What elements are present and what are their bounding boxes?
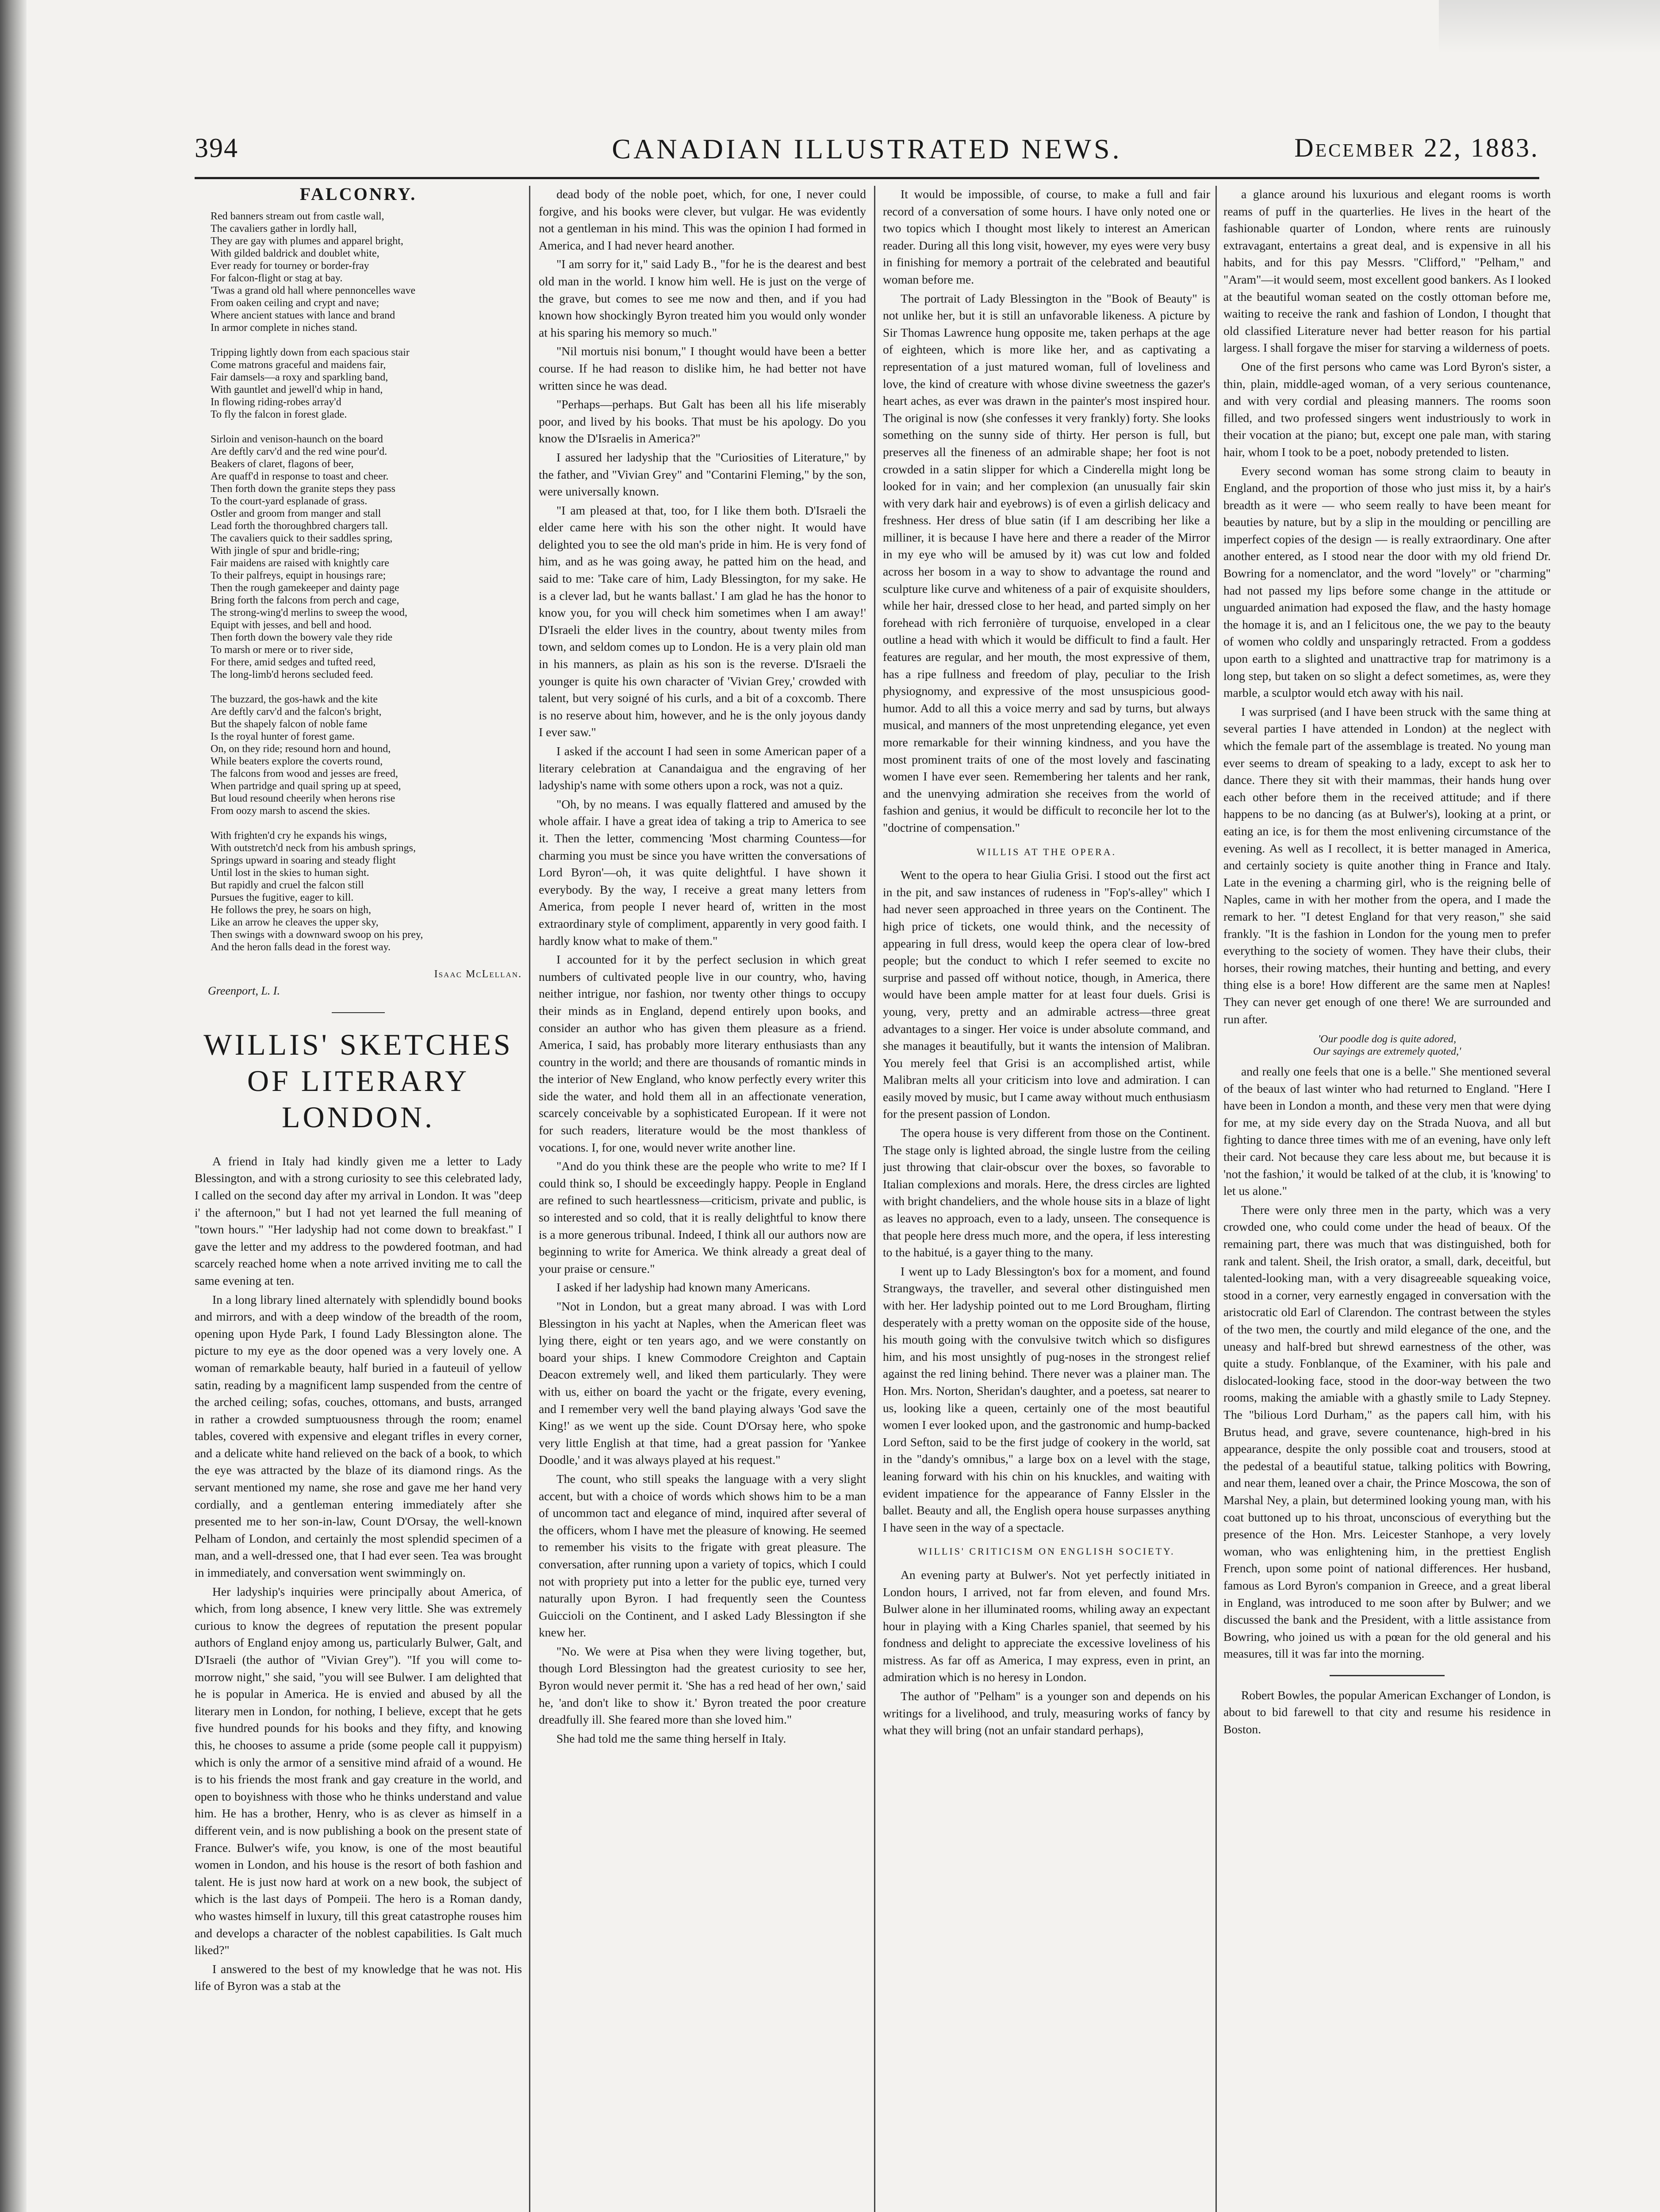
poem-line: Bring forth the falcons from perch and cage, xyxy=(211,594,399,606)
poem-line: From oozy marsh to ascend the skies. xyxy=(211,805,370,817)
paragraph: I was surprised (and I have been struck with the same thing at several parties I have attended in London) at the neglect with which the female part of the assemblage is treated. No young man ever seems to dream of speaking to a lady, except to ask her to dance. There they sit with their mammas, their hands hung over each other before them in the received attitude; and if there happens to be no dancing (as at Bulwer's), looking at a print, or eating an ice, is for them the most enlivening circumstance of the evening. As well as I recollect, it is better managed in America, and certainly society is quite another thing in France and Italy. Late in the evening a charming girl, who is the reigning belle of Naples, came in with her mother from the opera, and I made the remark to her. "I detest England for that very reason," she said frankly. "It is the fashion in London for the young men to prefer everything to the society of women. They have their clubs, their horses, their rowing matches, their hunting and betting, and every thing else is a bore! How different are the same men at Naples! They can never get enough of one there! We are surrounded and run after. xyxy=(1223,704,1551,1026)
paragraph: I accounted for it by the perfect seclusion in which great numbers of cultivated people live in our country, who, having neither intrigue, nor fashion, nor twenty other things to occupy their minds as in England, depend entirely upon books, and consider an author who has given them pleasure as a friend. America, I said, has probably more literary enthusiasts than any country in the world; and there are thousands of romantic minds in the interior of New England, who know perfectly every writer this side the water, and hold them all in an affectionate veneration, scarcely conceivable by a sophisticated European. If it were not for such readers, literature would be the most thankless of vocations. I, for one, would never write another line. xyxy=(539,952,866,1154)
poem-line: Equipt with jesses, and bell and hood. xyxy=(211,619,372,631)
poem-line: Tripping lightly down from each spacious stair xyxy=(211,346,410,358)
poem-line: For falcon-flight or stag at bay. xyxy=(211,272,343,284)
poem-line: Then forth down the bowery vale they ride xyxy=(211,631,393,643)
poem-line: In armor complete in niches stand. xyxy=(211,322,357,334)
poem-stanza xyxy=(211,830,522,953)
poem-line: Fair damsels—a roxy and sparkling band, xyxy=(211,371,388,383)
poem-line: They are gay with plumes and apparel bright, xyxy=(211,235,403,247)
separator xyxy=(1330,1675,1445,1676)
poem-line: Like an arrow he cleaves the upper sky, xyxy=(211,916,379,928)
column-divider xyxy=(874,186,875,2212)
poem-line: The strong-wing'd merlins to sweep the wood, xyxy=(211,607,407,618)
poem-line: To their palfreys, equipt in housings rare; xyxy=(211,569,386,581)
column-3 xyxy=(883,186,1210,2212)
poem-line: The long-limb'd herons secluded feed. xyxy=(211,668,373,680)
paragraph: The count, who still speaks the language with a very slight accent, but with a choice of words which shows him to be a man of uncommon tact and elegance of mind, inquired after several of the officers, whom I have met the pleasure of knowing. He seemed to remember his visits to the frigate with great pleasure. The conversation, after running upon a variety of topics, which I could not with propriety put into a letter for the public eye, turned very naturally upon Byron. I had frequently seen the Countess Guiccioli on the Continent, and I asked Lady Blessington if she knew her. xyxy=(539,1471,866,1640)
poem-stanza xyxy=(211,693,522,817)
paragraph: "Oh, by no means. I was equally flattered and amused by the whole affair. I have a great idea of taking a trip to America to see it. Then the letter, commencing 'Most charming Countess—for charming you must be since you have written the conversations of Lord Byron'—oh, it was quite delightful. I have shown it everybody. By the way, I receive a great many letters from America, from people I never heard of, written in the most extraordinary style of compliment, apparently in very good faith. I hardly know what to make of them." xyxy=(539,797,866,948)
paragraph: The opera house is very different from those on the Continent. The stage only is lighted abroad, the single lustre from the ceiling just throwing that clair-obscur over the boxes, so favorable to Italian complexions and morals. Here, the dress circles are lighted with bright chandeliers, and the whole house sits in a blaze of light as leaves no approach, even to a lady, unseen. The consequence is that people here dress much more, and the opera, if less interesting to the habitué, is a gayer thing to the many. xyxy=(883,1126,1210,1260)
poem-line: The buzzard, the gos-hawk and the kite xyxy=(211,693,378,705)
paragraph: It would be impossible, of course, to make a full and fair record of a conversation of some hours. I have only noted one or two topics which I thought most likely to interest an American reader. During all this long visit, however, my eyes were very busy in finishing for memory a portrait of the celebrated and beautiful woman before me. xyxy=(883,187,1210,286)
poem-line: Sirloin and venison-haunch on the board xyxy=(211,433,383,445)
paragraph: In a long library lined alternately with splendidly bound books and mirrors, and with a deep window of the breadth of the room, opening upon Hyde Park, I found Lady Blessington alone. The picture to my eye as the door opened was a very lovely one. A woman of remarkable beauty, half buried in a fauteuil of yellow satin, reading by a magnificent lamp suspended from the centre of the arched ceiling; sofas, couches, ottomans, and busts, arranged in rather a crowded sumptuousness through the room; enamel tables, covered with expensive and elegant trifles in every corner, and a delicate white hand relieved on the back of a book, to which the eye was attracted by the blaze of its diamond rings. As the servant mentioned my name, she rose and gave me her hand very cordially, and a gentleman entering immediately after she presented me to her son-in-law, Count D'Orsay, the well-known Pelham of London, and certainly the most splendid specimen of a man, and a well-dressed one, that I had ever seen. Tea was brought in immediately, and conversation went swimmingly on. xyxy=(195,1292,522,1580)
poem-line: With gauntlet and jewell'd whip in hand, xyxy=(211,384,383,396)
poem-line: Then swings with a downward swoop on his prey, xyxy=(211,929,423,941)
paragraph: I assured her ladyship that the "Curiosities of Literature," by the father, and "Vivian Grey" and "Contarini Fleming," by the son, were universally known. xyxy=(539,450,866,499)
scan-artifact xyxy=(1439,0,1660,53)
article-title: WILLIS' SKETCHES OF LITERARY LONDON. xyxy=(203,1027,513,1134)
opera-text xyxy=(883,867,1210,1536)
paragraph: Every second woman has some strong claim to beauty in England, and the proportion of those who just miss it, by a hair's breadth as it were — who seem really to have been meant for beauties by nature, but by a slip in the moulding or pencilling are imperfect copies of the design — is really extraordinary. One after another entered, as I stood near the door with my old friend Dr. Bowring for a nomenclator, and the word "lovely" or "charming" had not passed my lips before some change in the attitude or unguarded animation had exposed the flaw, and the hasty homage the homage it is, and an I felicitous one, the we pay to the beauty of women who coldly and unsparingly retracted. From a goddess upon earth to a slighted and unattractive trap for matrimony is a long step, but taken on so slight a defect sometimes, as, were they marble, a sculptor would etch away with his nail. xyxy=(1223,464,1551,700)
poem-line: Pursues the fugitive, eager to kill. xyxy=(211,891,354,903)
poem-line: Then the rough gamekeeper and dainty page xyxy=(211,582,399,594)
article-col4-text-b xyxy=(1223,1063,1551,1663)
paragraph: dead body of the noble poet, which, for one, I never could forgive, and his books were clever, but vulgar. He was evidently not a gentleman in his mind. This was the opinion I had formed in America, and I had never heard another. xyxy=(539,187,866,252)
poem-line: Fair maidens are raised with knightly care xyxy=(211,557,389,569)
poem-line: With gilded baldrick and doublet white, xyxy=(211,247,380,259)
paragraph: a glance around his luxurious and elegant rooms is worth reams of puff in the quarterlies. He lives in the heart of the fashionable quarter of London, where rents are ruinously extravagant, entertains a great deal, and is expensive in all his habits, and for this pay Messrs. "Clifford," "Pelham," and "Aram"—it would seem, most excellent good bankers. As I looked at the beautiful woman seated on the costly ottoman before me, waiting to receive the rank and fashion of London, I thought that old classified Literature never had better reason for his partial largess. I shall forgave the miser for starving a wilderness of poets. xyxy=(1223,187,1551,355)
poem-line: Lead forth the thoroughbred chargers tall. xyxy=(211,520,388,532)
masthead: CANADIAN ILLUSTRATED NEWS. xyxy=(612,133,1122,165)
poem-stanza xyxy=(211,346,522,421)
quote-line: 'Our poodle dog is quite adored, xyxy=(1318,1033,1457,1045)
paragraph: "I am sorry for it," said Lady B., "for he is the dearest and best old man in the world. I know him well. He is just on the verge of the grave, but comes to see me now and then, and if you had known how shockingly Byron treated him you would only wonder at his sparing his memory so much." xyxy=(539,257,866,339)
poem-line: Where ancient statues with lance and brand xyxy=(211,309,395,321)
paragraph: "Nil mortuis nisi bonum," I thought would have been a better course. If he had reason to dislike him, he had better not have written since he was dead. xyxy=(539,344,866,392)
poem-line: With outstretch'd neck from his ambush springs, xyxy=(211,842,416,854)
poem-line: With jingle of spur and bridle-ring; xyxy=(211,545,360,557)
paragraph: I asked if the account I had seen in some American paper of a literary celebration at Canandaigua and the engraving of her ladyship's name with some others upon a rock, was not a quiz. xyxy=(539,744,866,792)
poem-line: Are quaff'd in response to toast and cheer. xyxy=(211,470,389,482)
poem-line: While beaters explore the coverts round, xyxy=(211,755,383,767)
paragraph: Went to the opera to hear Giulia Grisi. I stood out the first act in the pit, and saw instances of rudeness in "Fop's-alley" which I had never seen approached in three years on the Continent. The high price of tickets, one would think, and the necessity of appearing in full dress, would keep the opera clear of low-bred people; but the conduct to which I refer seemed to excite no surprise and passed off without notice, though, in America, there would have been ample matter for at least four duels. Grisi is young, very, pretty and an admirable actress—three great advantages to a singer. Her voice is under absolute command, and she manages it beautifully, but it wants the intension of Malibran. You merely feel that Grisi is an accomplished artist, while Malibran melts all your criticism into love and admiration. I can easily moved by music, but I came away without much enthusiasm for the present passion of London. xyxy=(883,868,1210,1121)
column-4 xyxy=(1223,186,1551,2212)
poem-line: Ever ready for tourney or border-fray xyxy=(211,260,369,272)
article-col4-text xyxy=(1223,186,1551,1028)
poem-line: 'Twas a grand old hall where pennoncelles wave xyxy=(211,284,416,296)
paragraph: "No. We were at Pisa when they were living together, but, though Lord Blessington had the greatest curiosity to see her, Byron would never permit it. 'She has a red head of her own,' said he, 'and don't like to show it.' Byron treated the poor creature dreadfully ill. She feared more than she loved him." xyxy=(539,1644,866,1727)
opera-heading: WILLIS AT THE OPERA. xyxy=(976,846,1117,857)
poem-line: To fly the falcon in forest glade. xyxy=(211,408,347,420)
paragraph: The portrait of Lady Blessington in the "Book of Beauty" is not unlike her, but it is still an unfavorable likeness. A picture by Sir Thomas Lawrence hung opposite me, taken perhaps at the age of eighteen, which is more like her, and as captivating a representation of a just matured woman, full of loveliness and love, the kind of creature with whose divine sweetness the gazer's heart aches, as ever was drawn in the painter's most inspired hour. The original is now (she confesses it very frankly) forty. She looks something on the sunny side of thirty. Her person is full, but preserves all the fineness of an admirable shape; her foot is not crowded in a satin slipper for which a Cinderella might long be looked for in vain; and her complexion (an unusually fair skin with very dark hair and eyebrows) is of even a girlish delicacy and freshness. Her dress of blue satin (if I am describing her like a milliner, it is because I have here and there a reader of the Mirror in my eye who will be amused by it) was cut low and folded across her bosom in a way to show to advantage the round and sculpture like curve and whiteness of a pair of exquisite shoulders, while her hair, dressed close to her head, and parted simply on her forehead with rich ferronière of turquoise, enveloped in a clear outline a head with which it would be difficult to find a fault. Her features are regular, and her mouth, the most expressive of them, has a ripe fullness and freedom of play, peculiar to the Irish physiognomy, and expressive of the most unsuspicious good-humor. Add to all this a voice merry and sad by turns, but always musical, and manners of the most unpretending elegance, yet even more remarkable for their winning kindness, and you have the most prominent traits of one of the most lovely and fascinating women I have ever seen. Remembering her talents and her rank, and the unenvying admiration she receives from the world of fashion and genius, it would be difficult to reconcile her lot to the "doctrine of compensation." xyxy=(883,291,1210,834)
paragraph: "Perhaps—perhaps. But Galt has been all his life miserably poor, and lived by his books. That must be his apology. Do you know the D'Israelis in America?" xyxy=(539,397,866,445)
paragraph: One of the first persons who came was Lord Byron's sister, a thin, plain, middle-aged woman, of a very serious countenance, and with very cordial and pleasing manners. The rooms soon filled, and two professed singers went industriously to work in their vocation at the piano; but, except one pale man, with staring hair, whom I took to be a poet, nobody pretended to listen. xyxy=(1223,359,1551,459)
poem-stanza xyxy=(211,210,522,334)
poem-line: Until lost in the skies to human sight. xyxy=(211,867,369,879)
page-header xyxy=(195,133,1539,173)
paragraph: There were only three men in the party, which was a very crowded one, who could come under the head of beaux. Of the remaining part, there was much that was distinguished, both for rank and talent. Sheil, the Irish orator, a small, dark, deceitful, but talented-looking man, with a very disagreeable squeaking voice, stood in a corner, very earnestly engaged in conversation with the aristocratic old Earl of Clarendon. The contrast between the styles of the two men, the courtly and mild elegance of the one, and the uneasy and half-bred but shrewd earnestness of the other, was quite a study. Fonblanque, of the Examiner, with his pale and dislocated-looking face, stood in the door-way between the two rooms, making the amiable with a ghastly smile to Lady Stepney. The "bilious Lord Durham," as the papers call him, with his Brutus head, and grave, severe countenance, high-bred in his appearance, despite the only possible coat and trousers, stood at the pedestal of a beautiful statue, talking politics with Bowring, and near them, leaned over a chair, the Prince Moscowa, the son of Marshal Ney, a plain, but determined looking young man, with his coat buttoned up to his throat, unconscious of everything but the presence of the Hon. Mrs. Leicester Stanhope, a very lovely woman, who was enlightening him, in the prettiest English French, upon some point of national differences. Her husband, famous as Lord Byron's companion in Greece, and a great liberal in England, was introduced to me soon after by Bulwer; and we discussed the bank and the President, with a little assistance from Bowring, who joined us with a pœan for the old general and his measures, till it was far into the morning. xyxy=(1223,1202,1551,1661)
column-1 xyxy=(195,186,522,2212)
poem-line: Are deftly carv'd and the falcon's bright, xyxy=(211,706,382,718)
separator xyxy=(332,1012,385,1013)
notice-text: Robert Bowles, the popular American Exchanger of London, is about to bid farewell to that city and resume his residence in Boston. xyxy=(1223,1688,1551,1736)
notice-item xyxy=(1223,1687,1551,1738)
column-divider xyxy=(529,186,530,2212)
article-col2-text xyxy=(539,186,866,1747)
poem-line: He follows the prey, he soars on high, xyxy=(211,904,372,916)
poem-line: Is the royal hunter of forest game. xyxy=(211,730,355,742)
paragraph: She had told me the same thing herself in Italy. xyxy=(556,1731,786,1745)
poem-line: But the shapely falcon of noble fame xyxy=(211,718,368,730)
poem-line: The cavaliers quick to their saddles spring, xyxy=(211,532,393,544)
issue-date: December 22, 1883. xyxy=(1294,133,1539,162)
poem-line: To the court-yard esplanade of grass. xyxy=(211,495,368,507)
poem-line: Are deftly carv'd and the red wine pour'd. xyxy=(211,445,387,457)
paragraph: "I am pleased at that, too, for I like them both. D'Israeli the elder came here with his son the other night. It would have delighted you to see the old man's pride in him. He is very fond of him, and as he was going away, he patted him on the head, and said to me: 'Take care of him, Lady Blessington, for my sake. He is a clever lad, but he wants ballast.' I am glad he has the honor to know you, for you will check him sometimes when I am away!' D'Israeli the elder lives in the country, about twenty miles from town, and seldom comes up to London. He is a very plain old man in his manners, as plain as his son is the reverse. D'Israeli the younger is quite his own character of 'Vivian Grey,' crowded with talent, but very soigné of his curls, and a bit of a coxcomb. There is no reserve about him, however, and he is the only joyous dandy I ever saw." xyxy=(539,503,866,739)
poem-line: Come matrons graceful and maidens fair, xyxy=(211,359,386,371)
poem-line: Beakers of claret, flagons of beer, xyxy=(211,458,354,470)
paragraph: I asked if her ladyship had known many Americans. xyxy=(556,1280,810,1294)
poem-title: FALCONRY. xyxy=(299,186,417,204)
poem-line: From oaken ceiling and crypt and nave; xyxy=(211,297,380,309)
poem-body xyxy=(195,210,522,953)
paragraph: I went up to Lady Blessington's box for a moment, and found Strangways, the traveller, and several other distinguished men with her. Her ladyship pointed out to me Lord Brougham, flirting desperately with a pretty woman on the opposite side of the house, his mouth going with the convulsive twitch which so disfigures him, and his most unsightly of pug-noses in the strongest relief against the red lining behind. There never was a plainer man. The Hon. Mrs. Norton, Sheridan's daughter, and a poetess, sat nearer to us, looking like a queen, certainly one of the most beautiful women I ever looked upon, and the gastronomic and hump-backed Lord Sefton, said to be the first judge of cookery in the world, sat in the "dandy's omnibus," a large box on a level with the stage, leaning forward with his chin on his knuckles, and waiting with evident impatience for the appearance of Fanny Elssler in the ballet. Beauty and all, the English opera house surpasses anything I have seen in the way of a spectacle. xyxy=(883,1264,1210,1534)
poem-line: Springs upward in soaring and steady flight xyxy=(211,854,396,866)
poem-line: For there, amid sedges and tufted reed, xyxy=(211,656,376,668)
paragraph: "Not in London, but a great many abroad. I was with Lord Blessington in his yacht at Naples, when the American fleet was lying there, eight or ten years ago, and we were constantly on board your ships. I knew Commodore Creighton and Captain Deacon extremely well, and liked them particularly. They were with us, either on board the yacht or the frigate, every evening, and I remember very well the band playing always 'God save the King!' as we went up the side. Count D'Orsay here, who spoke very little English at that time, had a great passion for 'Yankee Doodle,' and it was always played at his request." xyxy=(539,1299,866,1467)
paragraph: I answered to the best of my knowledge that he was not. His life of Byron was a stab at the xyxy=(195,1962,522,1993)
poem-line: To marsh or mere or to river side, xyxy=(211,644,353,656)
paragraph: Her ladyship's inquiries were principally about America, of which, from long absence, I knew very little. She was extremely curious to know the degrees of reputation the present popular authors of England enjoy among us, particularly Bulwer, Galt, and D'Israeli (the author of "Vivian Grey"). "If you will come to-morrow night," she said, "you will see Bulwer. I am delighted that he is popular in America. He is envied and abused by all the literary men in London, for nothing, I believe, except that he gets five hundred pounds for his books and they fifty, and knowing this, he chooses to assume a pride (some people call it puppyism) which is only the armor of a sensitive mind afraid of a wound. He is to his friends the most frank and gay creature in the world, and open to boyishness with those who he thinks understand and value him. He has a brother, Henry, who is as clever as himself in a different vein, and is now publishing a book on the present state of France. Bulwer's wife, you know, is one of the most beautiful women in London, and his house is the resort of both fashion and talent. He is just now hard at work on a new book, the subject of which is the last days of Pompeii. The hero is a Roman dandy, who wastes himself in luxury, till this great catastrophe rouses him and develops a character of the noblest capabilities. Is Galt much liked?" xyxy=(195,1584,522,1957)
poem-stanza xyxy=(211,433,522,681)
header-rule xyxy=(195,177,1539,179)
poem-line: But rapidly and cruel the falcon still xyxy=(211,879,364,891)
paragraph: and really one feels that one is a belle." She mentioned several of the beaux of last winter who had returned to England. "Here I have been in London a month, and these very men that were dying for me, at my side every day on the Strada Nuova, and all but fighting to dance three times with me of an evening, have only left their card. Not because they care less about me, but because it is 'not the fashion,' it would be talked of at the club, it is 'knowing' to let us alone." xyxy=(1223,1064,1551,1198)
poem-line: Then forth down the granite steps they pass xyxy=(211,483,395,495)
column-2 xyxy=(539,186,866,2212)
paragraph: "And do you think these are the people who write to me? If I could think so, I should be exceedingly happy. People in England are refined to such heartlessness—criticism, private and public, is so interested and so cold, that it is really delightful to know there is a more generous tribunal. Indeed, I think all our authors now are beginning to write for America. We think already a great deal of your praise or censure." xyxy=(539,1159,866,1275)
paragraph: A friend in Italy had kindly given me a letter to Lady Blessington, and with a strong curiosity to see this celebrated lady, I called on the second day after my arrival in London. It was "deep i' the afternoon," but I had not yet learned the full meaning of "town hours." "Her ladyship had not come down to breakfast." I gave the letter and my address to the powdered footman, and had scarcely reached home when a note arrived inviting me to call the same evening at ten. xyxy=(195,1154,522,1287)
poem-line: Ostler and groom from manger and stall xyxy=(211,507,381,519)
paragraph: An evening party at Bulwer's. Not yet perfectly initiated in London hours, I arrived, not far from eleven, and found Mrs. Bulwer alone in her illuminated rooms, whiling away an expectant hour in playing with a King Charles spaniel, that seemed by his fondness and delight to appreciate the excessive loveliness of his mistress. As far off as America, I may express, even in print, an admiration which is no heresy in London. xyxy=(883,1567,1210,1684)
paragraph: The author of "Pelham" is a younger son and depends on his writings for a livelihood, and truly, measuring works of fancy by what they will bring (not an unfair standard perhaps), xyxy=(883,1689,1210,1737)
poem-line: But loud resound cheerily when herons rise xyxy=(211,792,395,804)
poem-line: With frighten'd cry he expands his wings, xyxy=(211,830,387,841)
society-heading: WILLIS' CRITICISM ON ENGLISH SOCIETY. xyxy=(918,1546,1175,1557)
page-edge-shadow xyxy=(0,0,27,2212)
article-col3-text xyxy=(883,186,1210,837)
poem-line: In flowing riding-robes array'd xyxy=(211,396,341,408)
poem-line: When partridge and quail spring up at speed, xyxy=(211,780,401,792)
poem-line: The falcons from wood and jesses are freed, xyxy=(211,768,398,780)
poem-line: The cavaliers gather in lordly hall, xyxy=(211,223,357,234)
article-col1-text xyxy=(195,1153,522,1995)
poem-line: On, on they ride; resound horn and hound, xyxy=(211,743,391,755)
page-number: 394 xyxy=(195,133,238,163)
inline-quote xyxy=(1223,1033,1551,1058)
column-divider xyxy=(1215,186,1217,2212)
poem-place: Greenport, L. I. xyxy=(208,984,280,998)
poem-line: And the heron falls dead in the forest way. xyxy=(211,941,391,953)
quote-line: Our sayings are extremely quoted,' xyxy=(1313,1046,1461,1058)
society-text xyxy=(883,1567,1210,1739)
poem-signature: Isaac McLellan. xyxy=(434,968,522,980)
poem-line: Red banners stream out from castle wall, xyxy=(211,210,384,222)
